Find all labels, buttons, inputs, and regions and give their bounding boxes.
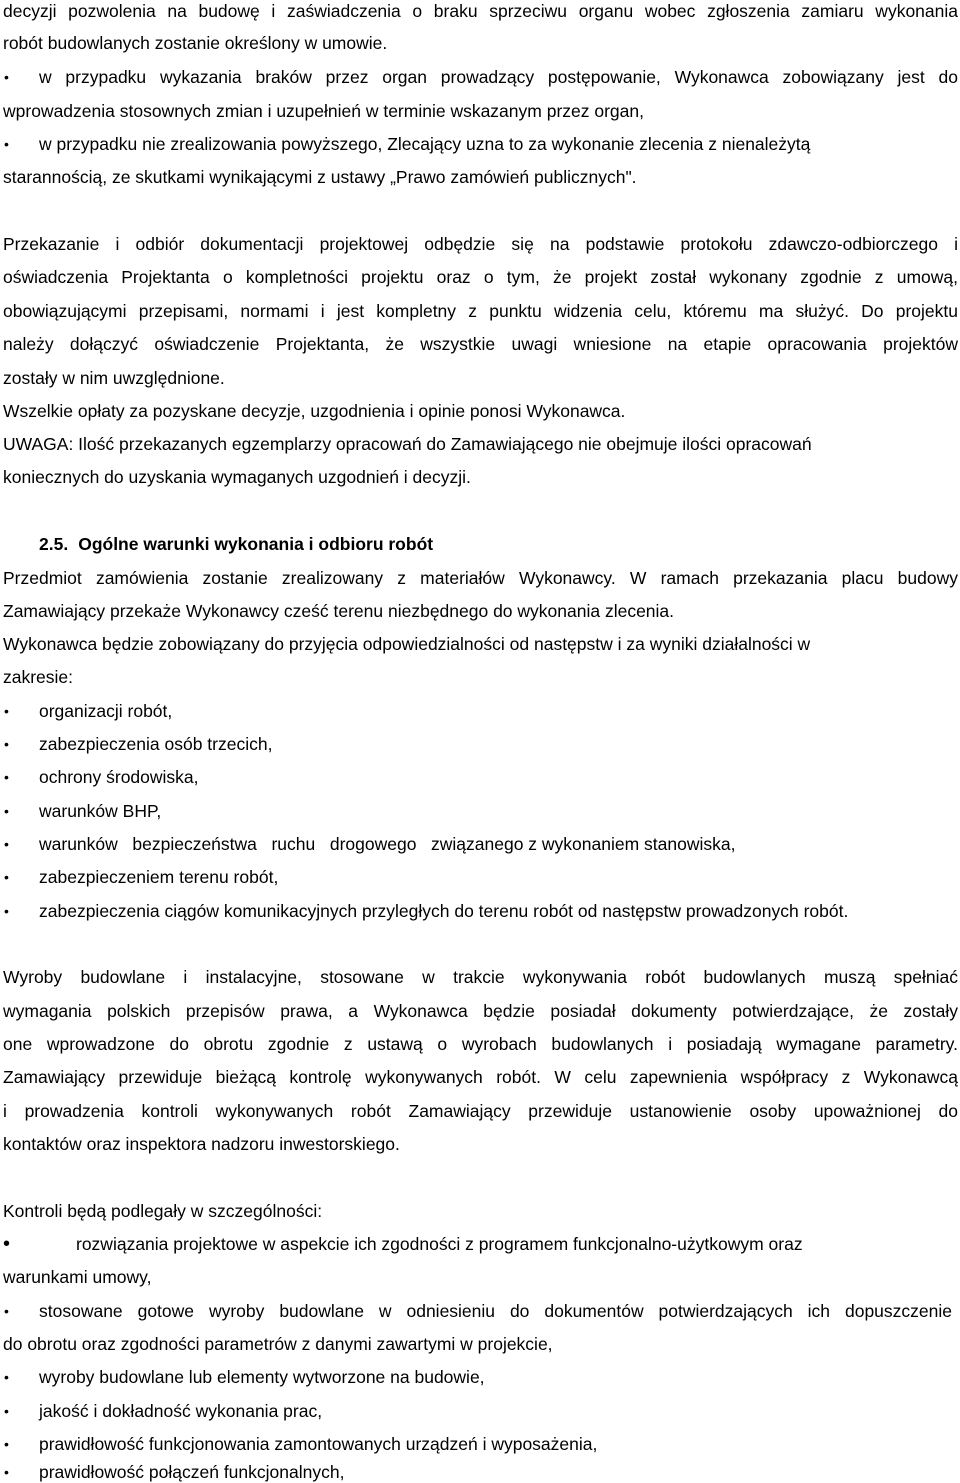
list-item: w przypadku nie zrealizowania powyższego, Zlecający uzna to za wykonanie zlecenia z nienależytą xyxy=(39,134,811,154)
text-line: decyzji pozwolenia na budowę i zaświadczenia o braku sprzeciwu organu wobec zgłoszenia zamiaru wykonania xyxy=(3,1,958,21)
text-line: zakresie: xyxy=(3,667,74,687)
text-line: robót budowlanych zostanie określony w umowie. xyxy=(3,33,388,53)
list-item: rozwiązania projektowe w aspekcie ich zgodności z programem funkcjonalno-użytkowym oraz xyxy=(76,1234,803,1254)
list-item: prawidłowość połączeń funkcjonalnych, xyxy=(39,1462,345,1482)
text-line: do obrotu oraz zgodności parametrów z danymi zawartymi w projekcie, xyxy=(3,1334,553,1354)
list-item: warunków BHP, xyxy=(39,801,162,821)
text-line: zostały w nim uwzględnione. xyxy=(3,368,225,388)
list-item: zabezpieczeniem terenu robót, xyxy=(39,867,279,887)
text-line: starannością, ze skutkami wynikającymi z ustawy „Prawo zamówień publicznych". xyxy=(3,167,637,187)
text-line: koniecznych do uzyskania wymaganych uzgodnień i decyzji. xyxy=(3,467,471,487)
bullet-icon: • xyxy=(4,869,9,885)
text-line: Kontroli będą podlegały w szczególności: xyxy=(3,1201,323,1221)
bullet-icon: • xyxy=(4,903,9,919)
bullet-icon: • xyxy=(4,769,9,785)
bullet-icon: • xyxy=(4,736,9,752)
section-number: 2.5. xyxy=(39,534,69,554)
section-title: Ogólne warunki wykonania i odbioru robót xyxy=(78,534,434,554)
text-line: Przekazanie i odbiór dokumentacji projektowej odbędzie się na podstawie protokołu zdawczo-odbiorczego i xyxy=(3,234,958,254)
text-line: one wprowadzone do obrotu zgodnie z ustawą o wyrobach budowlanych i posiadają wymagane parametry. xyxy=(3,1034,958,1054)
text-line: należy dołączyć oświadczenie Projektanta, że wszystkie uwagi wniesione na etapie opracowania projektów xyxy=(3,334,958,354)
bullet-icon: • xyxy=(4,1369,9,1385)
text-line: Wykonawca będzie zobowiązany do przyjęcia odpowiedzialności od następstw i za wyniki działalności w xyxy=(3,634,811,654)
list-item: wyroby budowlane lub elementy wytworzone na budowie, xyxy=(39,1367,485,1387)
bullet-icon: • xyxy=(4,136,9,152)
text-line: Wszelkie opłaty za pozyskane decyzje, uzgodnienia i opinie ponosi Wykonawca. xyxy=(3,401,626,421)
text-line: UWAGA: Ilość przekazanych egzemplarzy opracowań do Zamawiającego nie obejmuje ilości opracowań xyxy=(3,434,812,454)
list-item: prawidłowość funkcjonowania zamontowanych urządzeń i wyposażenia, xyxy=(39,1434,598,1454)
section-heading xyxy=(3,533,433,555)
text-line: Zamawiający przewiduje bieżącą kontrolę wykonywanych robót. W celu zapewnienia współpracy z Wykonawcą xyxy=(3,1067,958,1087)
list-item: zabezpieczenia osób trzecich, xyxy=(39,734,273,754)
list-item: jakość i dokładność wykonania prac, xyxy=(39,1401,323,1421)
text-line: Zamawiający przekaże Wykonawcy cześć terenu niezbędnego do wykonania zlecenia. xyxy=(3,601,675,621)
list-item: warunków bezpieczeństwa ruchu drogowego związanego z wykonaniem stanowiska, xyxy=(39,834,736,854)
bullet-icon: • xyxy=(3,1233,11,1255)
text-line: i prowadzenia kontroli wykonywanych robót Zamawiający przewiduje ustanowienie osoby upoważnionej do xyxy=(3,1101,958,1121)
list-item: ochrony środowiska, xyxy=(39,767,199,787)
bullet-icon: • xyxy=(4,803,9,819)
text-line: Wyroby budowlane i instalacyjne, stosowane w trakcie wykonywania robót budowlanych muszą spełniać xyxy=(3,967,958,987)
text-line: Przedmiot zamówienia zostanie zrealizowany z materiałów Wykonawcy. W ramach przekazania placu budowy xyxy=(3,568,958,588)
text-line: wymagania polskich przepisów prawa, a Wykonawca będzie posiadał dokumenty potwierdzające, że zostały xyxy=(3,1001,958,1021)
list-item: organizacji robót, xyxy=(39,701,173,721)
bullet-icon: • xyxy=(4,1464,9,1480)
list-item: w przypadku wykazania braków przez organ prowadzący postępowanie, Wykonawca zobowiązany jest do xyxy=(39,67,958,87)
bullet-icon: • xyxy=(4,703,9,719)
text-line: kontaktów oraz inspektora nadzoru inwestorskiego. xyxy=(3,1134,400,1154)
text-line: oświadczenia Projektanta o kompletności projektu oraz o tym, że projekt został wykonany zgodnie z umową, xyxy=(3,267,958,287)
bullet-icon: • xyxy=(4,836,9,852)
bullet-icon: • xyxy=(4,1436,9,1452)
list-item: zabezpieczenia ciągów komunikacyjnych przyległych do terenu robót od następstw prowadzonych robót. xyxy=(39,901,849,921)
bullet-icon: • xyxy=(4,1303,9,1319)
text-line: obowiązującymi przepisami, normami i jest kompletny z punktu widzenia celu, któremu ma służyć. Do projektu xyxy=(3,301,958,321)
bullet-icon: • xyxy=(4,1403,9,1419)
list-item: stosowane gotowe wyroby budowlane w odniesieniu do dokumentów potwierdzających ich dopuszczenie xyxy=(39,1301,952,1321)
bullet-icon: • xyxy=(4,69,9,85)
text-line: wprowadzenia stosownych zmian i uzupełnień w terminie wskazanym przez organ, xyxy=(3,101,644,121)
text-line: warunkami umowy, xyxy=(3,1267,152,1287)
